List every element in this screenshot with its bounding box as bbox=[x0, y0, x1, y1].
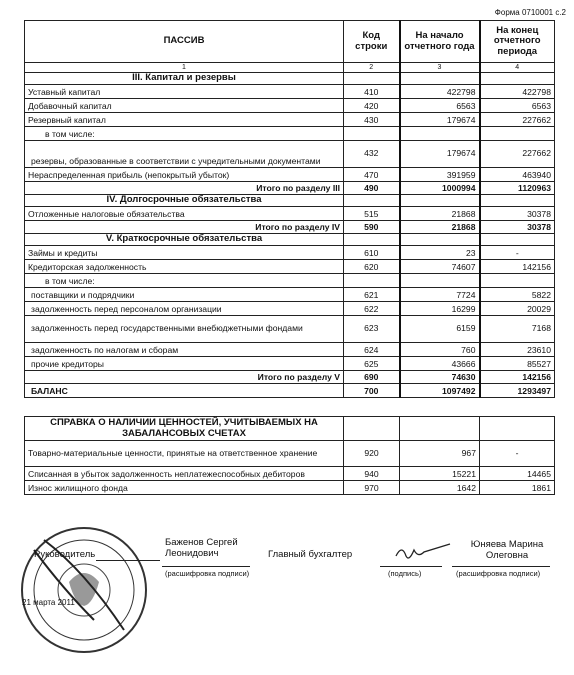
col-number: 4 bbox=[480, 63, 555, 73]
offbalance-title: СПРАВКА О НАЛИЧИИ ЦЕННОСТЕЙ, УЧИТЫВАЕМЫХ НА ЗАБАЛАНСОВЫХ СЧЕТАХ bbox=[25, 417, 344, 441]
signature-scribble-icon bbox=[392, 540, 452, 564]
table-row: задолженность перед государственными внебюджетными фондами 623 6159 7168 bbox=[25, 316, 555, 343]
total-row: Итого по разделу IV 590 21868 30378 bbox=[25, 221, 555, 234]
table-row: Займы и кредиты 610 23 - bbox=[25, 246, 555, 260]
table-row: Уставный капитал 410 422798 422798 bbox=[25, 85, 555, 99]
table-row: поставщики и подрядчики 621 7724 5822 bbox=[25, 288, 555, 302]
col-code-header: Код строки bbox=[344, 21, 400, 63]
chief-accountant-name: Юняева Марина Олеговна bbox=[470, 539, 544, 561]
total-row: Итого по разделу III 490 1000994 1120963 bbox=[25, 182, 555, 195]
chief-sign-caption: (подпись) bbox=[388, 569, 422, 578]
table-row: резервы, образованные в соответствии с учредительными документами 432 179674 227662 bbox=[25, 141, 555, 168]
header-number-row bbox=[25, 63, 555, 73]
table-row: Кредиторская задолженность 620 74607 142156 bbox=[25, 260, 555, 274]
total-row: Итого по разделу V 690 74630 142156 bbox=[25, 371, 555, 384]
table-row: задолженность перед персоналом организации 622 16299 20029 bbox=[25, 302, 555, 316]
seal-stamp-icon bbox=[14, 520, 154, 660]
form-code: Форма 0710001 с.2 bbox=[494, 8, 566, 17]
chief-accountant-label: Главный бухгалтер bbox=[268, 549, 353, 560]
table-row: задолженность по налогам и сборам 624 760 23610 bbox=[25, 343, 555, 357]
table-row: в том числе: bbox=[25, 127, 555, 141]
header-row bbox=[25, 21, 555, 63]
table-row: Товарно-материальные ценности, принятые на ответственное хранение 920 967 - bbox=[25, 441, 555, 467]
col-number: 2 bbox=[344, 63, 400, 73]
chief-decode-caption: (расшифровка подписи) bbox=[456, 569, 541, 578]
balance-row: БАЛАНС 700 1097492 1293497 bbox=[25, 384, 555, 398]
col-number: 3 bbox=[400, 63, 480, 73]
table-row: прочие кредиторы 625 43666 85527 bbox=[25, 357, 555, 371]
section-title: IV. Долгосрочные обязательства bbox=[25, 195, 344, 207]
head-name: Баженов Сергей Леонидович bbox=[165, 537, 238, 559]
col-start-header: На начало отчетного года bbox=[400, 21, 480, 63]
col-number: 1 bbox=[25, 63, 344, 73]
table-row: Износ жилищного фонда 970 1642 1861 bbox=[25, 481, 555, 495]
head-label: Руководитель bbox=[34, 549, 96, 560]
col-end-header: На конец отчетного периода bbox=[480, 21, 555, 63]
table-row: в том числе: bbox=[25, 274, 555, 288]
liabilities-table bbox=[24, 20, 555, 398]
head-decode-caption: (расшифровка подписи) bbox=[165, 569, 250, 578]
table-row: Нераспределенная прибыль (непокрытый убыток) 470 391959 463940 bbox=[25, 168, 555, 182]
table-row: Добавочный капитал 420 6563 6563 bbox=[25, 99, 555, 113]
table-row: Отложенные налоговые обязательства 515 21868 30378 bbox=[25, 207, 555, 221]
table-row: Резервный капитал 430 179674 227662 bbox=[25, 113, 555, 127]
table-row: Списанная в убыток задолженность неплатежеспособных дебиторов 940 15221 14465 bbox=[25, 467, 555, 481]
section-title: III. Капитал и резервы bbox=[25, 73, 344, 85]
offbalance-table bbox=[24, 416, 555, 495]
date: 21 марта 2011 bbox=[22, 598, 75, 607]
col-name-header: ПАССИВ bbox=[25, 21, 344, 63]
section-title: V. Краткосрочные обязательства bbox=[25, 234, 344, 246]
